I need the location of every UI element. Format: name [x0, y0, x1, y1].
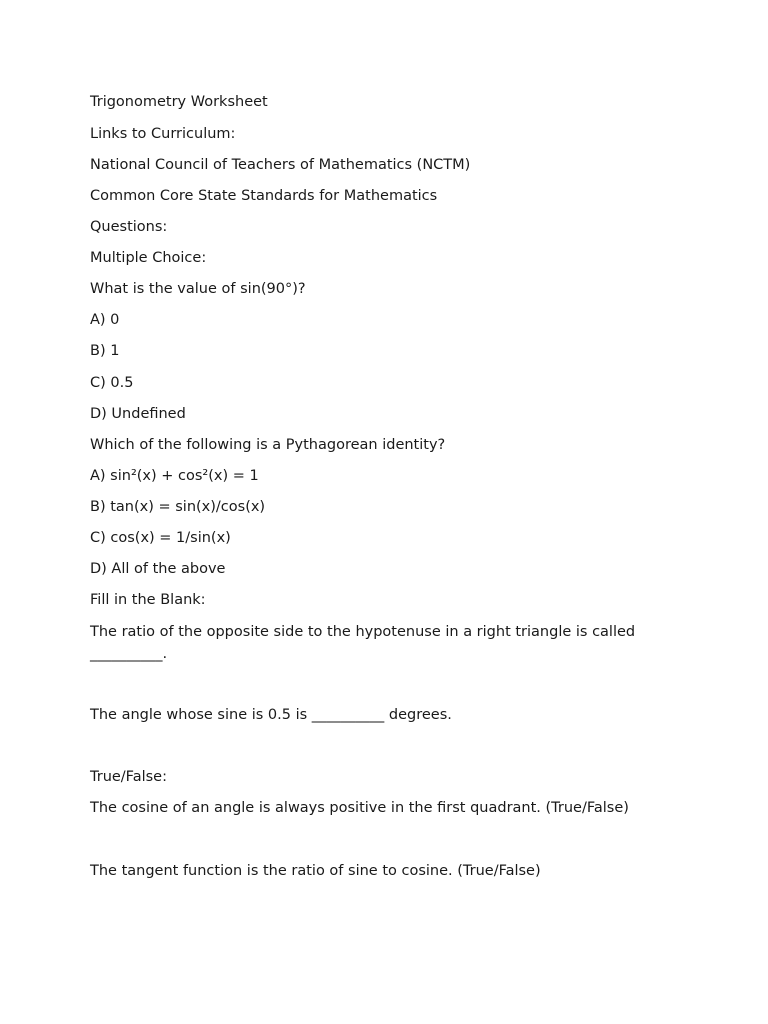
fib-question-1: The ratio of the opposite side to the hypotenuse in a right triangle is called __________. [90, 624, 636, 662]
mc-q2-option-d: D) All of the above [90, 561, 226, 577]
mc-q2-option-b: B) tan(x) = sin(x)/cos(x) [90, 499, 266, 515]
link-common-core: Common Core State Standards for Mathematics [90, 188, 438, 204]
mc-q2-option-a: A) sin²(x) + cos²(x) = 1 [90, 468, 259, 484]
questions-heading: Questions: [90, 219, 168, 235]
document-title: Trigonometry Worksheet [90, 94, 268, 110]
tf-question-2: The tangent function is the ratio of sine to cosine. (True/False) [90, 863, 541, 879]
mc-q1-option-c: C) 0.5 [90, 375, 134, 391]
mc-q1-option-d: D) Undefined [90, 406, 186, 422]
true-false-heading: True/False: [90, 769, 167, 785]
mc-q1-option-a: A) 0 [90, 312, 120, 328]
fill-in-blank-heading: Fill in the Blank: [90, 592, 206, 608]
tf-question-1: The cosine of an angle is always positive in the first quadrant. (True/False) [90, 800, 629, 816]
mc-question-1: What is the value of sin(90°)? [90, 281, 306, 297]
mc-question-2: Which of the following is a Pythagorean identity? [90, 437, 446, 453]
links-heading: Links to Curriculum: [90, 126, 236, 142]
mc-q1-option-b: B) 1 [90, 343, 120, 359]
link-nctm: National Council of Teachers of Mathematics (NCTM) [90, 157, 471, 173]
multiple-choice-heading: Multiple Choice: [90, 250, 207, 266]
mc-q2-option-c: C) cos(x) = 1/sin(x) [90, 530, 231, 546]
fib-question-2: The angle whose sine is 0.5 is __________ degrees. [90, 707, 452, 723]
